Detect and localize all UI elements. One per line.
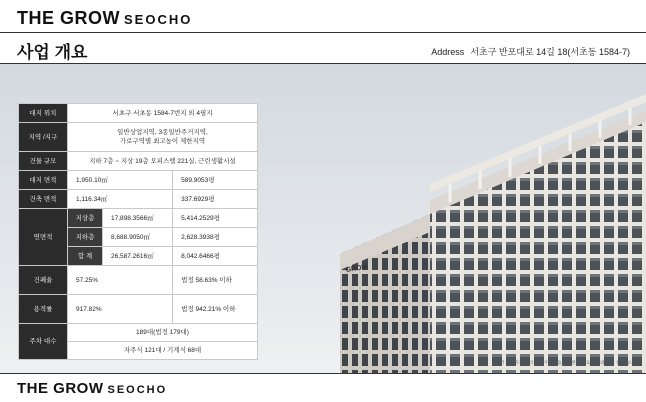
footer-logo: [17, 380, 167, 397]
footer-divider: [0, 373, 646, 374]
floor-below-py: 2,628.3938평: [173, 228, 258, 247]
land-area-label: 대지 면적: [19, 171, 68, 190]
row-coverage: [19, 266, 258, 295]
floor-below-m2: 8,688.9050㎡: [103, 228, 173, 247]
far-legal: 법정 942.21% 이하: [173, 295, 258, 324]
land-area-py: 589.9053평: [173, 171, 258, 190]
zone-value-line2: 가로구역별 최고높이 제한지역: [119, 138, 206, 145]
parking-value: [68, 324, 258, 360]
row-scale: [19, 152, 258, 171]
photo-caption: 상기 이미지는 소비자의 이해를 돕기 위한 것으로 실제와 다를 수 있습니다.: [495, 360, 640, 365]
zone-label: 지역 /지구: [19, 123, 68, 152]
address: [431, 45, 630, 58]
row-parking: [19, 324, 258, 360]
floor-total-py: 8,042.6466평: [173, 247, 258, 266]
site-label: 대지 위치: [19, 104, 68, 123]
far-label: 용적률: [19, 295, 68, 324]
parking-total: 189대(법정 179대): [68, 324, 257, 342]
header-divider: [0, 32, 646, 33]
building-area-label: 건축 면적: [19, 190, 68, 209]
row-land-area: [19, 171, 258, 190]
brand-sub: SEOCHO: [124, 12, 193, 27]
brand-logo: [17, 8, 192, 29]
floor-above-py: 5,414.2529평: [173, 209, 258, 228]
scale-value: 지하 7층 ~ 지상 19층 오피스텔 221실, 근린생활시설: [68, 152, 258, 171]
land-area-m2: 1,950.10㎡: [68, 171, 173, 190]
row-building-area: [19, 190, 258, 209]
row-far: [19, 295, 258, 324]
building-area-m2: 1,116.34㎡: [68, 190, 173, 209]
coverage-value: 57.25%: [68, 266, 173, 295]
floor-total-m2: 26,587.2616㎡: [103, 247, 173, 266]
site-value: 서초구 서초동 1584-7번지 외 4필지: [68, 104, 258, 123]
coverage-legal: 법정 58.63% 이하: [173, 266, 258, 295]
address-value: 서초구 반포대로 14길 18(서초동 1584-7): [470, 47, 630, 57]
floor-total-label: 합 계: [68, 247, 103, 266]
row-site: [19, 104, 258, 123]
footer-brand-sub: SEOCHO: [107, 384, 168, 396]
footer-brand-name: THE GROW: [17, 380, 104, 397]
top-bar: [0, 0, 646, 32]
far-value: 917.82%: [68, 295, 173, 324]
floor-above-m2: 17,898.3566㎡: [103, 209, 173, 228]
coverage-label: 건폐율: [19, 266, 68, 295]
zone-value-line1: 일반상업지역, 3종일반주거지역,: [117, 129, 208, 136]
address-label: Address: [431, 47, 465, 57]
building-area-py: 337.6929평: [173, 190, 258, 209]
parking-breakdown: 자주식 121대 / 기계식 68대: [123, 347, 202, 354]
building-sign: GROW: [345, 263, 369, 274]
row-floor-area-above: [19, 209, 258, 228]
parking-label: 주차 대수: [19, 324, 68, 360]
floor-area-label: 연면적: [19, 209, 68, 266]
brand-name: THE GROW: [17, 8, 120, 28]
floor-above-label: 지상층: [68, 209, 103, 228]
row-zone: [19, 123, 258, 152]
project-overview-table: [18, 103, 258, 360]
scale-label: 건물 규모: [19, 152, 68, 171]
building-photo: [0, 64, 646, 373]
zone-value: [68, 123, 258, 152]
page-title: 사업 개요: [17, 43, 88, 62]
floor-below-label: 지하층: [68, 228, 103, 247]
